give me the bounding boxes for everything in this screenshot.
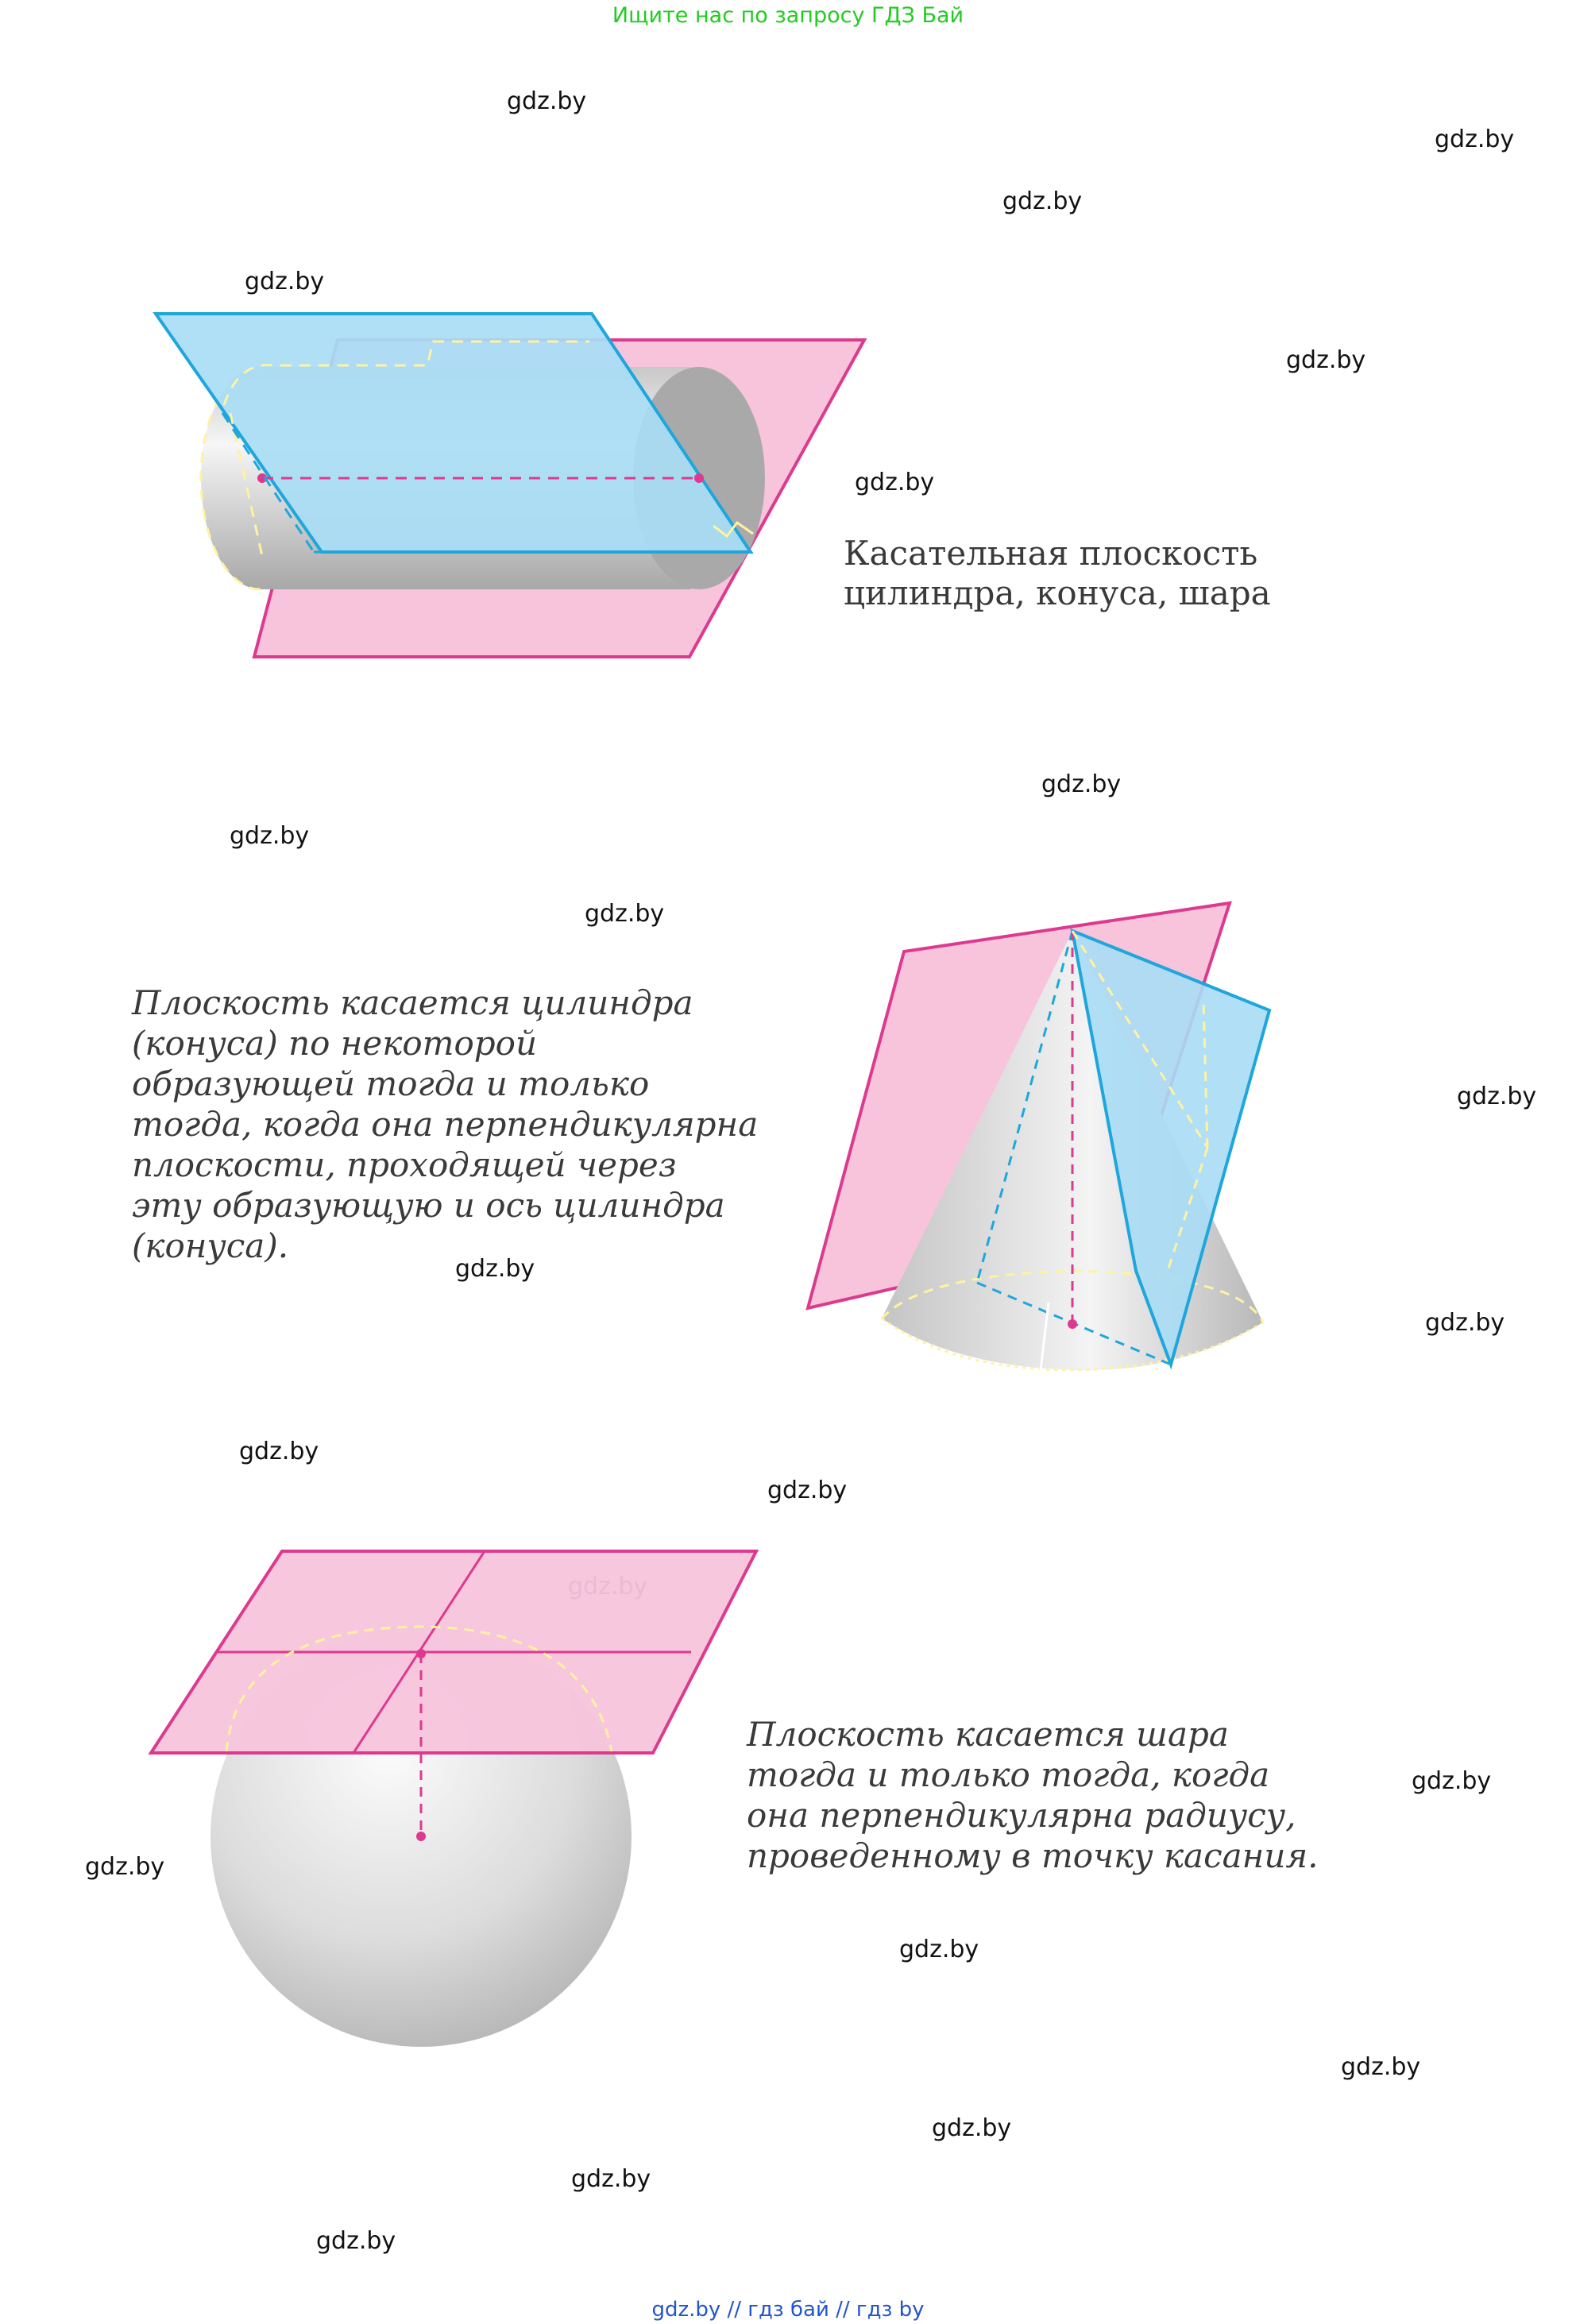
watermark: gdz.by: [85, 1853, 165, 1881]
watermark: gdz.by: [230, 822, 310, 850]
watermark: gdz.by: [1286, 346, 1366, 374]
rule-line: эту образующую и ось цилиндра: [132, 1186, 725, 1225]
rule-line: образующей тогда и только: [132, 1064, 650, 1103]
title-line: Касательная плоскость: [844, 534, 1258, 573]
top-banner[interactable]: Ищите нас по запросу ГДЗ Бай: [612, 3, 964, 28]
watermark: gdz.by: [585, 900, 665, 928]
watermark: gdz.by: [239, 1438, 319, 1465]
rule-line: она перпендикулярна радиусу,: [747, 1796, 1296, 1835]
watermark: gdz.by: [855, 469, 935, 496]
watermark: gdz.by: [1341, 2053, 1421, 2081]
rule-line: плоскости, проходящей через: [132, 1145, 677, 1184]
watermark: gdz.by: [1435, 125, 1515, 153]
rule-line: (конуса).: [132, 1226, 289, 1265]
cylinder-cone-rule: [132, 982, 758, 1266]
rule-line: проведенному в точку касания.: [747, 1836, 1319, 1875]
watermark: gdz.by: [245, 268, 325, 295]
watermark: gdz.by: [507, 87, 587, 115]
rule-line: тогда и только тогда, когда: [747, 1755, 1270, 1794]
watermark: gdz.by: [1457, 1083, 1537, 1110]
watermark: gdz.by: [1425, 1309, 1505, 1337]
watermark: gdz.by: [571, 2165, 651, 2193]
watermark: gdz.by: [767, 1477, 848, 1504]
section-title: [844, 534, 1271, 613]
watermark: gdz.by: [899, 1936, 979, 1963]
watermark: gdz.by: [932, 2114, 1012, 2142]
watermark: gdz.by: [455, 1255, 535, 1283]
watermark: gdz.by: [1412, 1767, 1492, 1795]
rule-line: Плоскость касается цилиндра: [132, 983, 693, 1022]
watermark: gdz.by: [1041, 770, 1122, 798]
rule-line: (конуса) по некоторой: [132, 1024, 537, 1063]
rule-line: тогда, когда она перпендикулярна: [132, 1105, 759, 1144]
title-line: цилиндра, конуса, шара: [844, 573, 1271, 612]
rule-line: Плоскость касается шара: [747, 1715, 1229, 1754]
watermark: gdz.by: [1002, 187, 1083, 215]
footer-links[interactable]: gdz.by // гдз бай // гдз by: [651, 2298, 925, 2322]
sphere-rule: [747, 1714, 1319, 1876]
watermark: gdz.by: [316, 2227, 396, 2255]
